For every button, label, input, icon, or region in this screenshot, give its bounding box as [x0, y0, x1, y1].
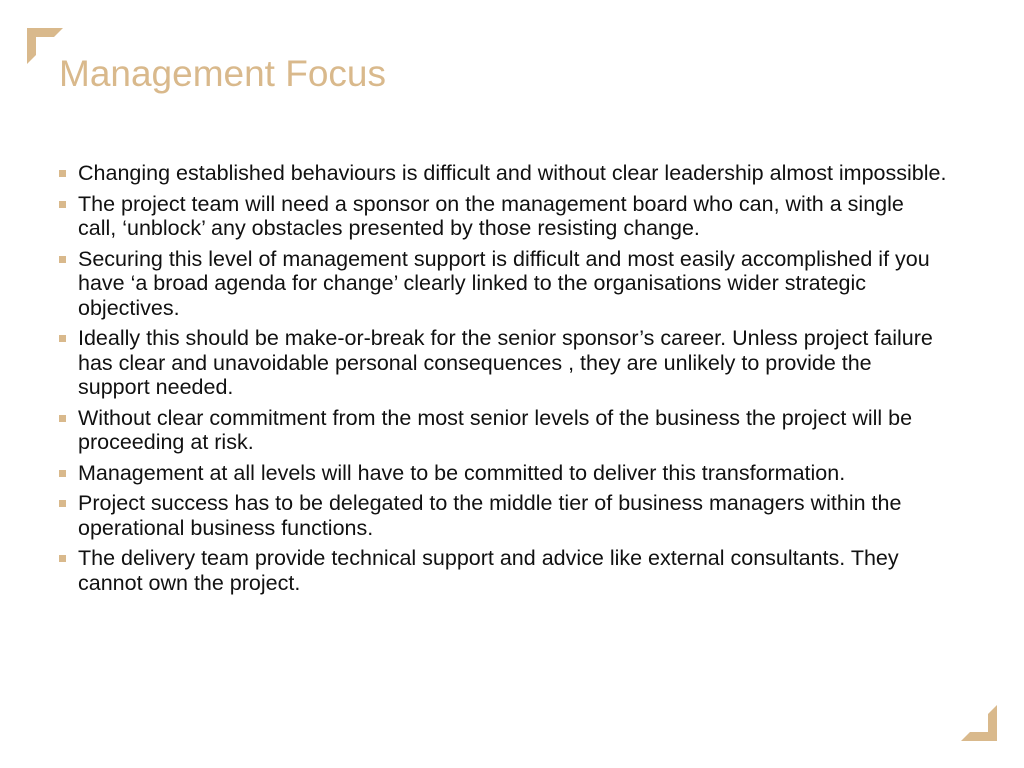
- slide-title: Management Focus: [59, 53, 387, 94]
- bullet-item: [58, 461, 948, 486]
- bullet-text: Without clear commitment from the most senior levels of the business the project will be proceeding at risk.: [78, 405, 913, 454]
- square-bullet-icon: [59, 201, 66, 208]
- corner-bracket-icon: [961, 705, 997, 741]
- bullet-text: Ideally this should be make-or-break for the senior sponsor’s career. Unless project failure has clear and unavoidable personal consequences , they are unlikely to provide the support needed.: [78, 326, 933, 399]
- bullet-text: Changing established behaviours is difficult and without clear leadership almost impossible.: [78, 161, 947, 185]
- bullet-text: Management at all levels will have to be committed to deliver this transformation.: [78, 460, 846, 485]
- bullet-item: [58, 491, 948, 540]
- bullet-list: [58, 161, 948, 601]
- bullet-item: [58, 546, 948, 595]
- bullet-item: [58, 161, 948, 186]
- bullet-item: [58, 247, 948, 321]
- square-bullet-icon: [59, 415, 66, 422]
- square-bullet-icon: [59, 256, 66, 263]
- bullet-item: [58, 326, 948, 400]
- bullet-item: [58, 406, 948, 455]
- bullet-item: [58, 192, 948, 241]
- square-bullet-icon: [59, 170, 66, 177]
- corner-bracket-icon: [27, 28, 63, 64]
- bullet-text: The project team will need a sponsor on the management board who can, with a single call, ‘unblock’ any obstacles presented by those resisting change.: [78, 191, 904, 240]
- bullet-text: The delivery team provide technical support and advice like external consultants. They cannot own the project.: [78, 546, 899, 595]
- square-bullet-icon: [59, 335, 66, 342]
- square-bullet-icon: [59, 500, 66, 507]
- bullet-text: Securing this level of management support is difficult and most easily accomplished if you have ‘a broad agenda for change’ clearly linked to the organisations wider strategic objectives.: [78, 246, 930, 320]
- square-bullet-icon: [59, 555, 66, 562]
- square-bullet-icon: [59, 470, 66, 477]
- bullet-text: Project success has to be delegated to the middle tier of business managers within the operational business functions.: [78, 491, 902, 540]
